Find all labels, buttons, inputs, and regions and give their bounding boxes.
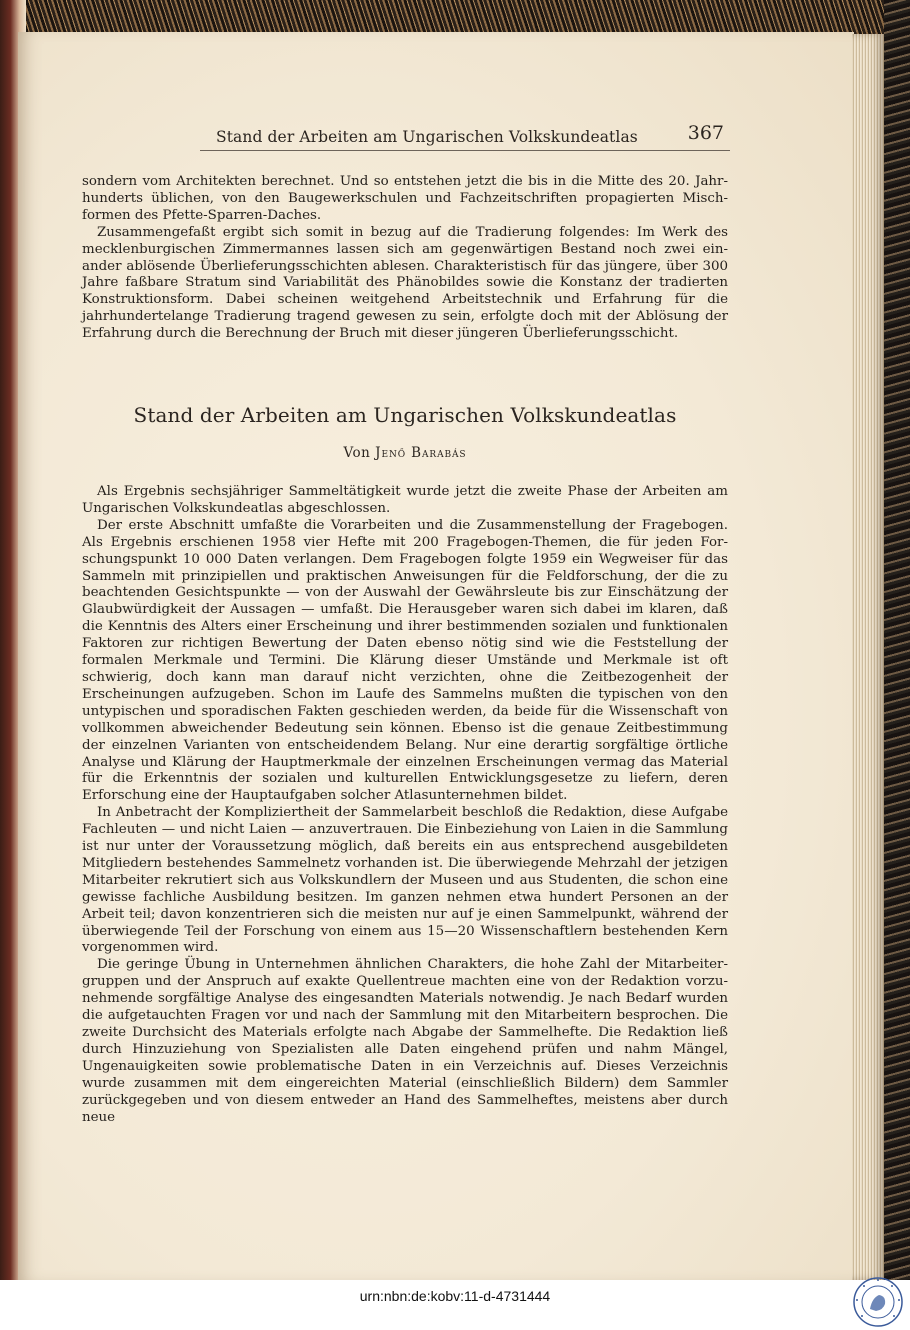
running-header <box>200 122 730 156</box>
running-title: Stand der Arbeiten am Ungarischen Volkskundeatlas <box>216 128 638 146</box>
previous-article-text <box>82 174 728 343</box>
author-name: Jenő Barabás <box>375 445 467 461</box>
page-number: 367 <box>687 122 724 144</box>
background-cloth <box>884 0 910 1280</box>
paragraph: Zusammengefaßt ergibt sich somit in bezug auf die Tradierung folgendes: Im Werk des mecklenburgischen Zimmermannes lassen sich am gegenwärtigen Bestand noch zwei einander ablösende Überlieferungsschichten ablesen. Charakteristisch für das jüngere, über 300 Jahre faßbare Stratum sind Variabilität des Phänobildes sowie die Konstanz der tradierten Konstruktionsform. Dabei scheinen weitgehend Arbeitstechnik und Erfahrung für die jahrhundertelange Tradierung tragend gewesen zu sein, erfolgte doch mit der Ablösung der Erfahrung durch die Berechnung der Bruch mit dieser jüngeren Überlieferungsschicht. <box>82 224 728 342</box>
paragraph: Die geringe Übung in Unternehmen ähnlichen Charakters, die hohe Zahl der Mitarbeitergruppen und der Anspruch auf exakte Quellentreue machten eine von der Redaktion vorzunehmende sorgfältige Analyse des eingesandten Materials notwendig. Je nach Bedarf wurden die aufgetauchten Fragen vor und nach der Sammlung mit den Mitarbeitern besprochen. Die zweite Durchsicht des Materials erfolgte nach Abgabe der Sammelhefte. Die Redaktion ließ durch Hinzuziehung von Spezialisten alle Daten eingehend prüfen und nahm Mängel, Ungenauigkeiten sowie problematische Daten in ein Verzeichnis auf. Dieses Verzeichnis wurde zusammen mit dem eingereichten Material (einschließlich Bildern) dem Sammler zurückgegeben und von diesem entweder an Hand des Sammelheftes, meistens aber durch neue <box>82 957 728 1125</box>
paragraph: Der erste Abschnitt umfaßte die Vorarbeiten und die Zusammenstellung der Fragebogen. Als Ergebnis erschienen 1958 vier Hefte mit 200 Fragebogen-Themen, die für jeden Forschungspunkt 10 000 Daten verlangen. Dem Fragebogen folgte 1959 ein Wegweiser für das Sammeln mit prinzipiellen und praktischen Anweisungen für die Feldforschung, der die zu beachtenden Gesichtspunkte — von der Auswahl der Gewährsleute bis zur Einschätzung der Glaubwürdigkeit der Aussagen — umfaßt. Die Herausgeber waren sich dabei im klaren, daß die Kenntnis des Alters einer Erscheinung und ihrer bestimmenden sozialen und funktionalen Faktoren zur richtigen Bewertung der Daten ebenso nötig sind wie die Feststellung der formalen Merkmale und Termini. Die Klärung dieser Umstände und Merkmale ist oft schwierig, doch kann man darauf nicht verzichten, ohne die Zeitbezogenheit der Erscheinungen aufzugeben. Schon im Laufe des Sammelns mußten die typischen von den untypischen und sporadischen Fakten geschieden werden, da beide für die Wissenschaft von vollkommen abweichender Bedeutung sein können. Ebenso ist die genaue Zeitbestimmung der einzelnen Varianten von entscheidendem Belang. Nur eine derartig sorgfältige örtliche Analyse und Klärung der Hauptmerkmale der einzelnen Erscheinungen vermag das Material für die Erkenntnis der sozialen und kulturellen Entwicklungsgesetze zu liefern, deren Erforschung eine der Hauptaufgaben solcher Atlasunternehmen bildet. <box>82 517 728 804</box>
article-body <box>82 484 728 1126</box>
urn-identifier: urn:nbn:de:kobv:11-d-4731444 <box>359 1288 551 1304</box>
header-rule <box>200 150 730 151</box>
byline <box>82 445 728 461</box>
byline-prefix: Von <box>343 445 371 461</box>
paragraph: sondern vom Architekten berechnet. Und so entstehen jetzt die bis in die Mitte des 20. Jahrhunderts üblichen, von den Baugewerkschulen und Fachzeitschriften propagierten Mischformen des Pfette-Sparren-Daches. <box>82 174 728 223</box>
page-edges <box>852 34 884 1280</box>
article-title: Stand der Arbeiten am Ungarischen Volkskundeatlas <box>133 403 677 427</box>
library-seal-icon <box>852 1276 904 1328</box>
paragraph: In Anbetracht der Kompliziertheit der Sammelarbeit beschloß die Redaktion, diese Aufgabe Fachleuten — und nicht Laien — anzuvertrauen. Die Einbeziehung von Laien in die Sammlung ist nur unter der Voraussetzung möglich, daß bereits ein aus entsprechend ausgebildeten Mitgliedern bestehendes Sammelnetz vorhanden ist. Die überwiegende Mehrzahl der jetzigen Mitarbeiter rekrutiert sich aus Volkskundlern der Museen und aus Studenten, die schon eine gewisse fachliche Ausbildung besitzen. Im ganzen nehmen etwa hundert Personen an der Arbeit teil; davon konzentrieren sich die meisten nur auf je einen Sammelpunkt, während der überwiegende Teil der Forschung von einem aus 15—20 Wissenschaftlern bestehenden Kern vorgenommen wird. <box>82 805 728 956</box>
paragraph: Als Ergebnis sechsjähriger Sammeltätigkeit wurde jetzt die zweite Phase der Arbeiten am Ungarischen Volkskundeatlas abgeschlossen. <box>82 484 728 516</box>
